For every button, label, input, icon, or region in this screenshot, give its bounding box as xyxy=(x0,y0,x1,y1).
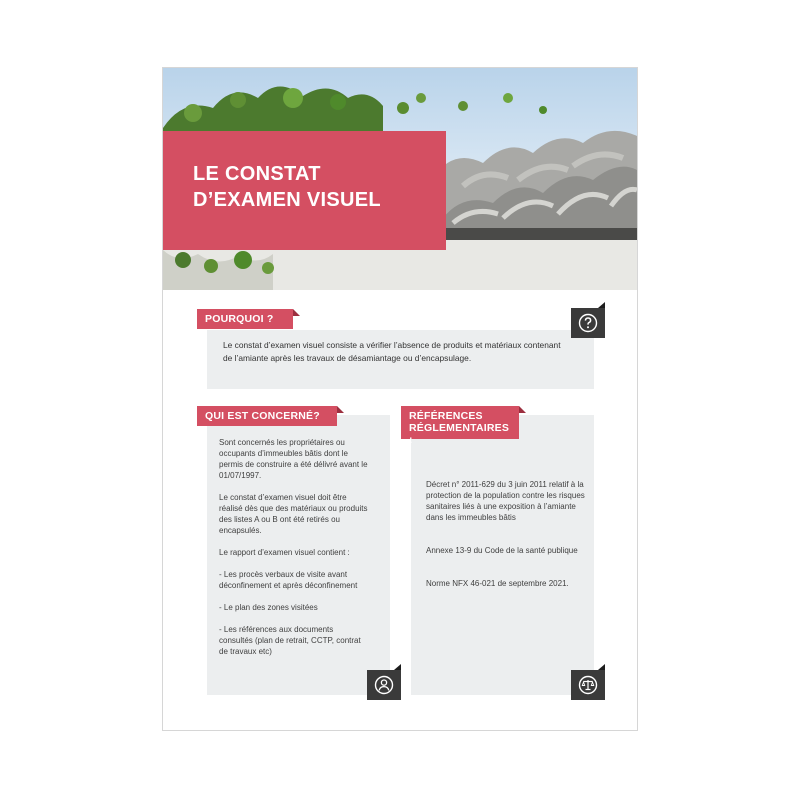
references-label-line-2: RÉGLEMENTAIRES : xyxy=(409,422,510,446)
concerne-label: QUI EST CONCERNÉ? xyxy=(205,410,320,422)
references-label-line-1: RÉFÉRENCES xyxy=(409,410,483,422)
concerne-paragraph: - Les procès verbaux de visite avant déconfinement et après déconfinement xyxy=(219,570,358,590)
title-line-1: LE CONSTAT xyxy=(193,163,321,185)
concerne-paragraph: Le rapport d’examen visuel contient : xyxy=(219,548,350,557)
concerne-paragraph: Sont concernés les propriétaires ou occupants d’immeubles bâtis dont le permis de construire a été délivré avant le 01/07/1997. xyxy=(219,438,368,480)
pourquoi-tag xyxy=(197,309,293,329)
concerne-tag xyxy=(197,406,337,426)
pourquoi-text: Le constat d’examen visuel consiste a vérifier l’absence de produits et matériaux contenant de l’amiante après les travaux de désamiantage ou d’encapsulage. xyxy=(223,340,561,363)
reference-item: Décret n° 2011-629 du 3 juin 2011 relatif à la protection de la population contre les risques sanitaires liés à une exposition à l’amiante dans les immeubles bâtis xyxy=(426,480,585,522)
concerne-text xyxy=(219,437,369,668)
hero-photo xyxy=(163,68,637,290)
concerne-icon-box xyxy=(367,670,401,700)
scales-icon xyxy=(578,675,598,695)
references-text xyxy=(426,479,586,611)
pourquoi-card xyxy=(207,330,594,389)
references-icon-box xyxy=(571,670,605,700)
concerne-paragraph: - Les références aux documents consultés (plan de retrait, CCTP, contrat de travaux etc) xyxy=(219,625,361,656)
reference-item: Annexe 13-9 du Code de la santé publique xyxy=(426,546,578,555)
concerne-paragraph: Le constat d’examen visuel doit être réalisé dès que des matériaux ou produits des listes A ou B ont été retirés ou encapsulés. xyxy=(219,493,368,535)
page-title xyxy=(193,161,433,213)
pourquoi-label: POURQUOI ? xyxy=(205,313,274,325)
references-card xyxy=(411,415,594,695)
reference-item: Norme NFX 46-021 de septembre 2021. xyxy=(426,579,569,588)
pourquoi-icon-box xyxy=(571,308,605,338)
person-icon xyxy=(374,675,394,695)
title-line-2: D’EXAMEN VISUEL xyxy=(193,189,381,211)
references-tag xyxy=(401,406,519,446)
question-icon xyxy=(578,313,598,333)
concerne-card xyxy=(207,415,390,695)
concerne-paragraph: - Le plan des zones visitées xyxy=(219,603,318,612)
document-page xyxy=(162,67,638,731)
title-banner xyxy=(163,131,446,250)
